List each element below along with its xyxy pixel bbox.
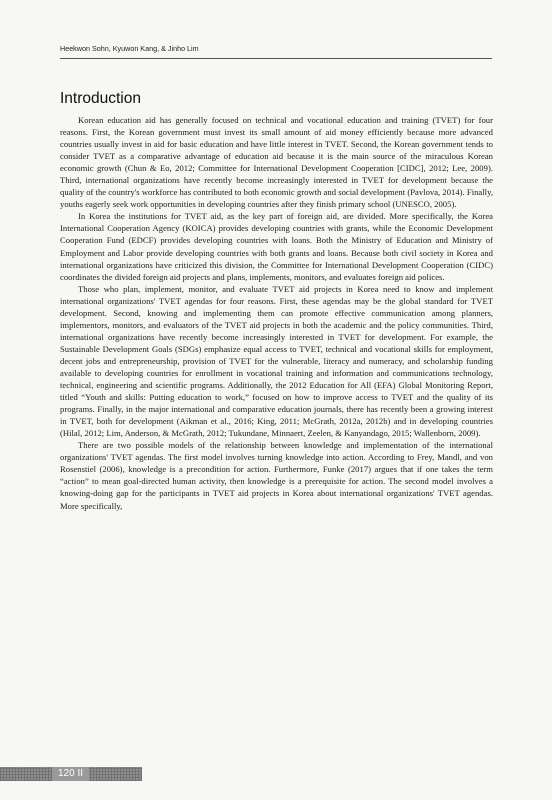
running-header: Heekwon Sohn, Kyuwon Kang, & Jinho Lim (60, 44, 199, 53)
paragraph: Those who plan, implement, monitor, and evaluate TVET aid projects in Korea need to know and implement international organizations' TVET agendas for four reasons. First, these agendas may be the global standard for TVET development. Second, knowing and implementing them can promote effective communication among planners, implementors, monitors, and evaluators of the TVET aid projects in both the academic and the policy communities. Third, international organizations have recently become increasingly interested in TVET for development. For example, the Sustainable Development Goals (SDGs) emphasize equal access to TVET, technical and vocational skills for employment, decent jobs and entrepreneurship, provision of TVET for the vulnerable, literacy and numeracy, and scholarship funding available to developing countries for enrollment in vocational training and information and communications technology, technical, engineering and scientific programs. Additionally, the 2012 Education for All (EFA) Global Monitoring Report, titled “Youth and skills: Putting education to work,” focused on how to improve access to TVET and the quality of its programs. Finally, in the major international and comparative education journals, there has recently been a growing interest in TVET, both for development (Aikman et al., 2016; King, 2011; McGrath, 2012a, 2012b) and in developing countries (Hilal, 2012; Lim, Anderson, & McGrath, 2012; Tukundane, Minnaert, Zeelen, & Kanyandago, 2015; Wallenborn, 2009). (60, 283, 493, 439)
body-text (60, 114, 493, 512)
section-title: Introduction (60, 90, 141, 107)
paragraph: Korean education aid has generally focused on technical and vocational education and training (TVET) for four reasons. First, the Korean government must invest its small amount of aid money efficiently because more advanced countries usually invest in aid for basic education and have little interest in TVET. Second, the Korean government tends to consider TVET as a comparative advantage of education aid because it is the main source of the miraculous Korean economic growth (Chun & Eo, 2012; Committee for International Development Cooperation [CIDC], 2012; Lee, 2009). Third, international organizations have recently become increasingly interested in TVET for development because the quality of the country's workforce has contributed to both economic growth and social development (Pavlova, 2014). Finally, youths eagerly seek work opportunities in developing countries after they finish primary school (UNESCO, 2005). (60, 115, 493, 210)
paragraph: In Korea the institutions for TVET aid, as the key part of foreign aid, are divided. More specifically, the Korea International Cooperation Agency (KOICA) provides developing countries with grants, while the Economic Development Cooperation Fund (EDCF) provides developing countries with loans. Both the Ministry of Education and Ministry of Employment and Labor provide developing countries with both grants and loans. Because both civil society in Korea and international organizations have criticized this division, the Committee for International Development Cooperation (CIDC) coordinates the divided foreign aid projects and plans, implements, monitors, and evaluates foreign aid polices. (60, 211, 493, 282)
header-divider (60, 58, 492, 59)
page-number: 120 II (52, 767, 89, 781)
paragraph: There are two possible models of the relationship between knowledge and implementation of the international organizations' TVET agendas. The first model involves turning knowledge into action. According to Frey, Mandl, and von Rosenstiel (2006), knowledge is a precondition for action. Furthermore, Funke (2017) argues that if one takes the term “action” to mean goal-directed human activity, then knowledge is a prerequisite for action. The second model involves a knowing-doing gap for the participants in TVET aid projects in Korea about international organizations' TVET agendas. More specifically, (60, 440, 493, 511)
